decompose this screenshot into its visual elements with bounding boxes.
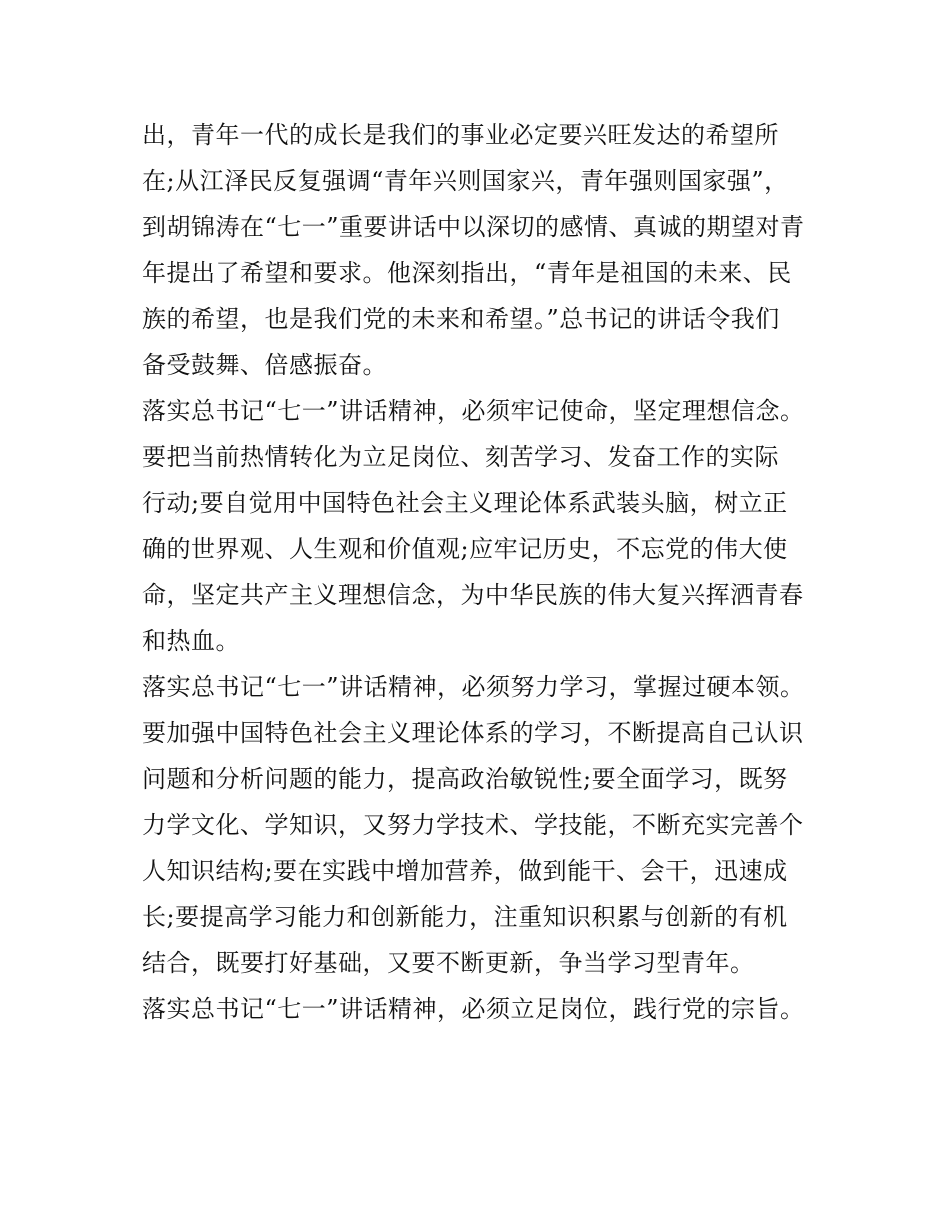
text-line: 要把当前热情转化为立足岗位、刻苦学习、发奋工作的实际 xyxy=(142,443,779,471)
text-line: 问题和分析问题的能力，提高政治敏锐性;要全面学习，既努 xyxy=(142,765,788,793)
text-line: 力学文化、学知识，又努力学技术、学技能，不断充实完善个 xyxy=(142,811,804,839)
text-line: 到胡锦涛在“七一”重要讲话中以深切的感情、真诚的期望对青 xyxy=(142,213,805,241)
text-line: 确的世界观、人生观和价值观;应牢记历史，不忘党的伟大使 xyxy=(142,535,788,563)
body-text xyxy=(142,112,822,1032)
text-line: 结合，既要打好基础，又要不断更新，争当学习型青年。 xyxy=(142,949,755,977)
text-line: 备受鼓舞、倍感振奋。 xyxy=(142,351,387,379)
text-line: 落实总书记“七一”讲话精神，必须努力学习，掌握过硬本领。 xyxy=(142,673,805,701)
text-line: 行动;要自觉用中国特色社会主义理论体系武装头脑，树立正 xyxy=(142,489,788,517)
text-line: 出，青年一代的成长是我们的事业必定要兴旺发达的希望所 xyxy=(142,121,779,149)
text-line: 和热血。 xyxy=(142,627,240,655)
text-line: 长;要提高学习能力和创新能力，注重知识积累与创新的有机 xyxy=(142,903,788,931)
text-line: 在;从江泽民反复强调“青年兴则国家兴，青年强则国家强”， xyxy=(142,167,789,195)
text-line: 要加强中国特色社会主义理论体系的学习，不断提高自己认识 xyxy=(142,719,804,747)
text-line: 年提出了希望和要求。他深刻指出，“青年是祖国的未来、民 xyxy=(142,259,792,287)
text-line: 族的希望，也是我们党的未来和希望。”总书记的讲话令我们 xyxy=(142,305,780,333)
text-line: 落实总书记“七一”讲话精神，必须牢记使命，坚定理想信念。 xyxy=(142,397,805,425)
text-line: 落实总书记“七一”讲话精神，必须立足岗位，践行党的宗旨。 xyxy=(142,995,805,1023)
text-line: 人知识结构;要在实践中增加营养，做到能干、会干，迅速成 xyxy=(142,857,788,885)
text-line: 命，坚定共产主义理想信念，为中华民族的伟大复兴挥洒青春 xyxy=(142,581,804,609)
